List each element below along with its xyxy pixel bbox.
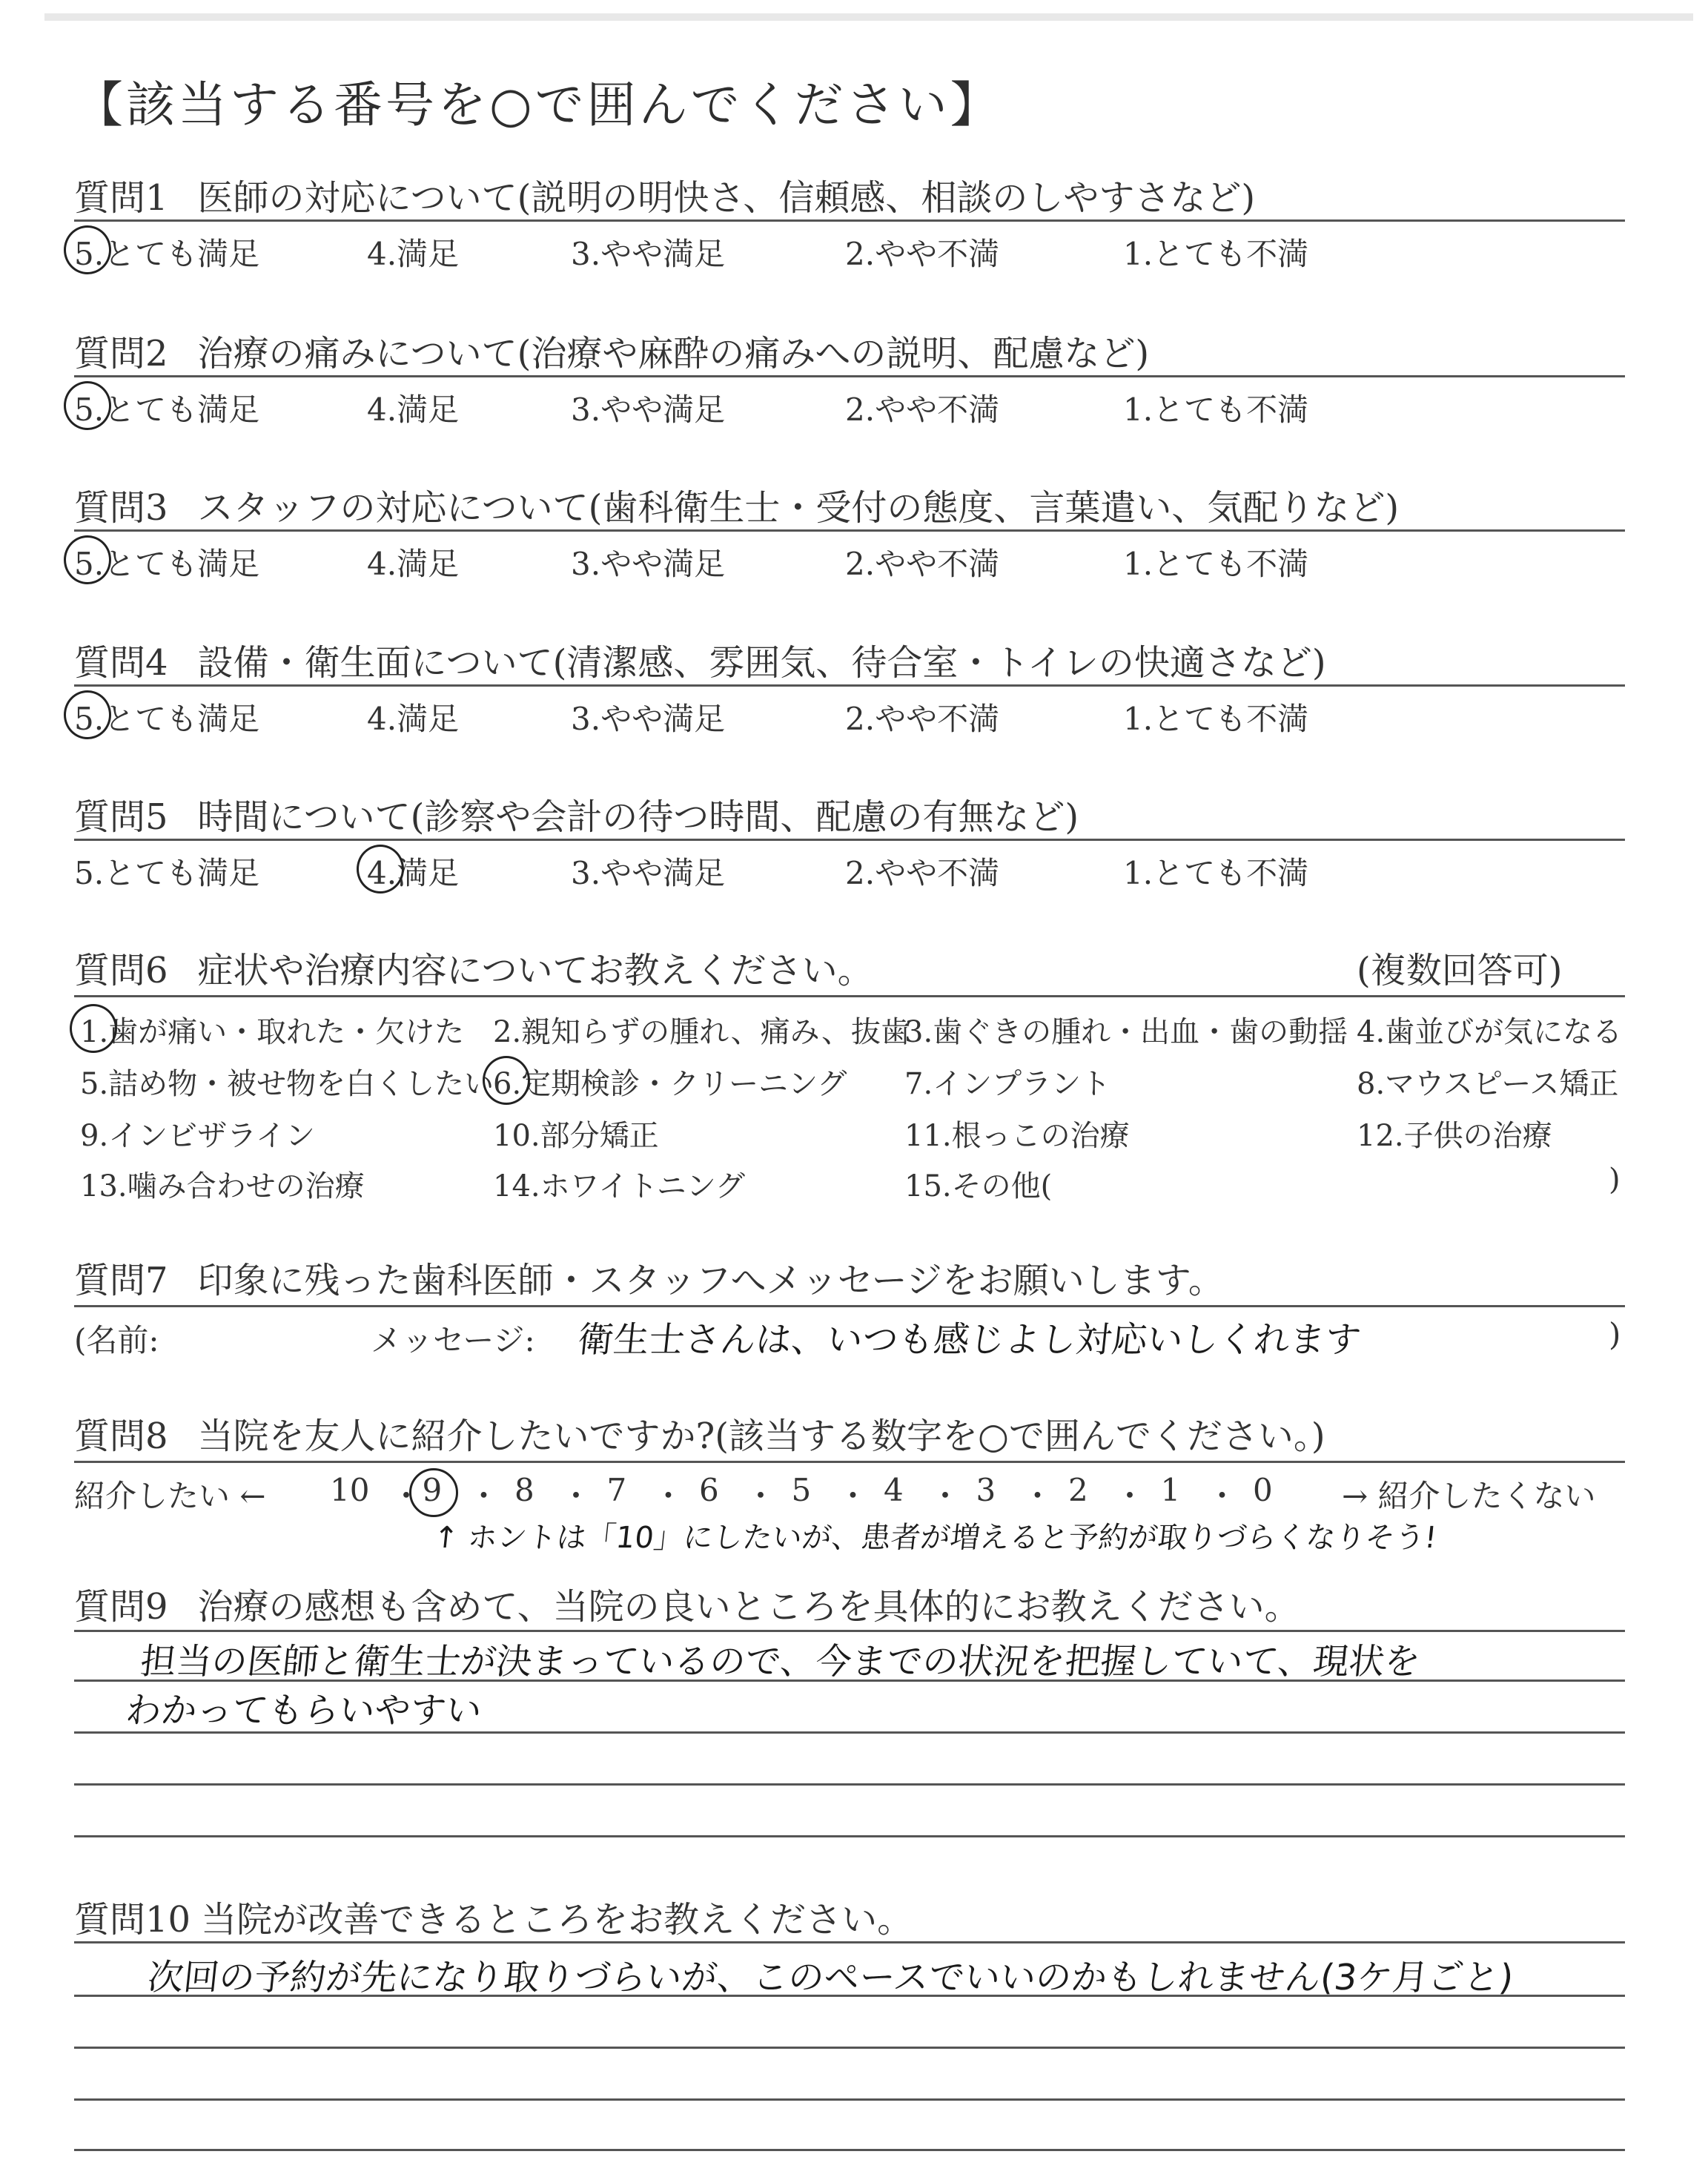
q9-answer-line-1: 担当の医師と衛生士が決まっているので、今までの状況を把握していて、現状を xyxy=(138,1641,1423,1682)
q8-scale-6[interactable]: 6 xyxy=(699,1472,719,1508)
q6-title xyxy=(74,942,873,993)
q6-option-5[interactable]: 5.詰め物・被せ物を白くしたい xyxy=(80,1067,494,1101)
q8-scale-separator: ・ xyxy=(1114,1478,1146,1514)
q9-rule-1 xyxy=(74,1630,1625,1632)
q3-selection-circle xyxy=(64,535,111,584)
q8-scale-5[interactable]: 5 xyxy=(791,1472,812,1508)
q4-option-1[interactable]: 1.とても不満 xyxy=(1123,701,1309,737)
q8-scale-separator: ・ xyxy=(1206,1478,1238,1514)
q8-scale-10[interactable]: 10 xyxy=(330,1472,370,1508)
q8-scale-9[interactable]: 9 xyxy=(422,1472,443,1508)
q3-option-2[interactable]: 2.やや不満 xyxy=(845,546,1000,582)
q5-text: 時間について(診察や会計の待つ時間、配慮の有無など) xyxy=(197,796,1079,838)
q2-number: 質問2 xyxy=(74,333,168,374)
q5-option-2[interactable]: 2.やや不満 xyxy=(845,855,1000,891)
q3-text: スタッフの対応について(歯科衛生士・受付の態度、言葉遣い、気配りなど) xyxy=(197,487,1400,529)
q3-option-4[interactable]: 4.満足 xyxy=(367,546,460,582)
q6-option-7[interactable]: 7.インプラント xyxy=(904,1067,1111,1101)
q1-option-1[interactable]: 1.とても不満 xyxy=(1123,236,1309,272)
q9-answer-line-2: わかってもらいやすい xyxy=(123,1690,484,1731)
q6-number: 質問6 xyxy=(74,950,168,991)
q1-option-2[interactable]: 2.やや不満 xyxy=(845,236,1000,272)
q6-option-13[interactable]: 13.噛み合わせの治療 xyxy=(80,1169,365,1203)
q6-option-1[interactable]: 1.歯が痛い・取れた・欠けた xyxy=(80,1015,465,1049)
q8-right-label: → 紹介したくない xyxy=(1342,1478,1596,1514)
q9-text: 治療の感想も含めて、当院の良いところを具体的にお教えください。 xyxy=(197,1586,1300,1628)
q10-title xyxy=(74,1891,913,1942)
q4-text: 設備・衛生面について(清潔感、雰囲気、待合室・トイレの快適さなど) xyxy=(197,642,1326,684)
q7-close-paren: ) xyxy=(1609,1316,1621,1353)
q8-scale-1[interactable]: 1 xyxy=(1160,1472,1181,1508)
q5-title xyxy=(74,788,1079,839)
q8-number: 質問8 xyxy=(74,1416,168,1457)
q8-scale-separator: ・ xyxy=(652,1478,684,1514)
q6-selection-circle-1 xyxy=(70,1004,117,1053)
q9-rule-4 xyxy=(74,1783,1625,1786)
q1-title xyxy=(74,169,1255,220)
q6-option-9[interactable]: 9.インビザライン xyxy=(80,1119,315,1153)
q4-option-4[interactable]: 4.満足 xyxy=(367,701,460,737)
q3-option-5[interactable]: 5.とても満足 xyxy=(74,546,260,582)
q8-scale-separator: ・ xyxy=(837,1478,869,1514)
q5-option-5[interactable]: 5.とても満足 xyxy=(74,855,260,891)
q6-option-6[interactable]: 6.定期検診・クリーニング xyxy=(493,1067,847,1101)
q1-number: 質問1 xyxy=(74,177,168,219)
q6-note: (複数回答可) xyxy=(1357,950,1563,991)
q3-title xyxy=(74,479,1399,530)
q2-option-3[interactable]: 3.やや満足 xyxy=(571,392,726,428)
q4-option-5[interactable]: 5.とても満足 xyxy=(74,701,260,737)
q6-option-3[interactable]: 3.歯ぐきの腫れ・出血・歯の動揺 xyxy=(904,1015,1348,1049)
q8-scale-7[interactable]: 7 xyxy=(606,1472,627,1508)
q3-option-1[interactable]: 1.とても不満 xyxy=(1123,546,1309,582)
q5-number: 質問5 xyxy=(74,796,168,838)
q8-scale-4[interactable]: 4 xyxy=(884,1472,904,1508)
q4-option-2[interactable]: 2.やや不満 xyxy=(845,701,1000,737)
q8-scale-separator: ・ xyxy=(468,1478,500,1514)
q5-selection-circle xyxy=(357,845,404,894)
q6-option-4[interactable]: 4.歯並びが気になる xyxy=(1357,1015,1623,1049)
q3-number: 質問3 xyxy=(74,487,168,529)
q7-message-handwritten: 衛生士さんは、いつも感じよし対応いしくれます xyxy=(575,1319,1363,1361)
q3-option-3[interactable]: 3.やや満足 xyxy=(571,546,726,582)
q8-selection-circle xyxy=(409,1468,458,1517)
q10-rule-4 xyxy=(74,2098,1625,2101)
q2-option-1[interactable]: 1.とても不満 xyxy=(1123,392,1309,428)
q7-message-label: メッセージ: xyxy=(371,1322,535,1358)
q8-text: 当院を友人に紹介したいですか?(該当する数字を○で囲んでください。) xyxy=(197,1416,1325,1457)
q2-option-2[interactable]: 2.やや不満 xyxy=(845,392,1000,428)
q8-scale-0[interactable]: 0 xyxy=(1253,1472,1273,1508)
q9-title xyxy=(74,1578,1300,1629)
q1-option-3[interactable]: 3.やや満足 xyxy=(571,236,726,272)
q8-rule xyxy=(74,1461,1625,1463)
q8-scale-separator: ・ xyxy=(1022,1478,1053,1514)
q4-title xyxy=(74,634,1326,685)
q7-title xyxy=(74,1252,1224,1303)
q6-option-14[interactable]: 14.ホワイトニング xyxy=(493,1169,746,1203)
q10-number: 質問10 xyxy=(74,1899,191,1941)
q6-option-10[interactable]: 10.部分矯正 xyxy=(493,1119,659,1153)
q1-rule xyxy=(74,219,1625,222)
q1-text: 医師の対応について(説明の明快さ、信頼感、相談のしやすさなど) xyxy=(197,177,1256,219)
q5-option-1[interactable]: 1.とても不満 xyxy=(1123,855,1309,891)
q2-title xyxy=(74,325,1149,376)
q5-option-4[interactable]: 4.満足 xyxy=(367,855,460,891)
q6-selection-circle-6 xyxy=(483,1056,530,1105)
q8-scale-separator: ・ xyxy=(560,1478,592,1514)
q6-option-15[interactable]: 15.その他( xyxy=(904,1169,1053,1203)
q2-option-4[interactable]: 4.満足 xyxy=(367,392,460,428)
q10-rule-3 xyxy=(74,2047,1625,2049)
scan-top-edge xyxy=(44,13,1693,21)
q6-rule xyxy=(74,995,1625,997)
q9-number: 質問9 xyxy=(74,1586,168,1628)
q4-number: 質問4 xyxy=(74,642,168,684)
q1-option-5[interactable]: 5.とても満足 xyxy=(74,236,260,272)
q1-selection-circle xyxy=(64,225,111,274)
q7-text: 印象に残った歯科医師・スタッフへメッセージをお願いします。 xyxy=(197,1260,1224,1301)
q7-name-label: (名前: xyxy=(74,1322,159,1358)
q10-rule-5 xyxy=(74,2149,1625,2151)
q8-scale-8[interactable]: 8 xyxy=(514,1472,534,1508)
q4-rule xyxy=(74,684,1625,687)
q8-scale-2[interactable]: 2 xyxy=(1068,1472,1088,1508)
q9-rule-5 xyxy=(74,1835,1625,1837)
q5-option-3[interactable]: 3.やや満足 xyxy=(571,855,726,891)
q5-rule xyxy=(74,839,1625,841)
q7-number: 質問7 xyxy=(74,1260,168,1301)
q4-option-3[interactable]: 3.やや満足 xyxy=(571,701,726,737)
q1-option-4[interactable]: 4.満足 xyxy=(367,236,460,272)
q2-rule xyxy=(74,375,1625,377)
q8-title xyxy=(74,1407,1325,1459)
q8-scale-separator: ・ xyxy=(745,1478,777,1514)
q8-scale-3[interactable]: 3 xyxy=(976,1472,996,1508)
q6-option-12[interactable]: 12.子供の治療 xyxy=(1357,1119,1552,1153)
q7-rule xyxy=(74,1305,1625,1307)
q8-scale-separator: ・ xyxy=(391,1478,423,1514)
q8-scale-separator: ・ xyxy=(930,1478,961,1514)
q8-handwritten-note: ↑ ホントは「10」にしたいが、患者が増えると予約が取りづらくなりそう! xyxy=(431,1521,1439,1555)
q6-option-2[interactable]: 2.親知らずの腫れ、痛み、抜歯 xyxy=(493,1015,910,1049)
q2-text: 治療の痛みについて(治療や麻酔の痛みへの説明、配慮など) xyxy=(197,333,1150,374)
q6-text: 症状や治療内容についてお教えください。 xyxy=(197,950,873,991)
q6-other-close-paren: ) xyxy=(1609,1163,1621,1197)
q4-selection-circle xyxy=(64,690,111,739)
q6-option-8[interactable]: 8.マウスピース矯正 xyxy=(1357,1067,1619,1101)
q2-selection-circle xyxy=(64,381,111,430)
q2-option-5[interactable]: 5.とても満足 xyxy=(74,392,260,428)
q3-rule xyxy=(74,529,1625,532)
form-header: 【該当する番号を○で囲んでください】 xyxy=(74,76,1002,133)
q8-left-label: 紹介したい ← xyxy=(74,1478,266,1514)
q10-text: 当院が改善できるところをお教えください。 xyxy=(201,1899,913,1941)
q10-answer-line-1: 次回の予約が先になり取りづらいが、このペースでいいのかもしれません(3ケ月ごと) xyxy=(145,1957,1516,1998)
q6-option-11[interactable]: 11.根っこの治療 xyxy=(904,1119,1130,1153)
q10-rule-1 xyxy=(74,1941,1625,1943)
